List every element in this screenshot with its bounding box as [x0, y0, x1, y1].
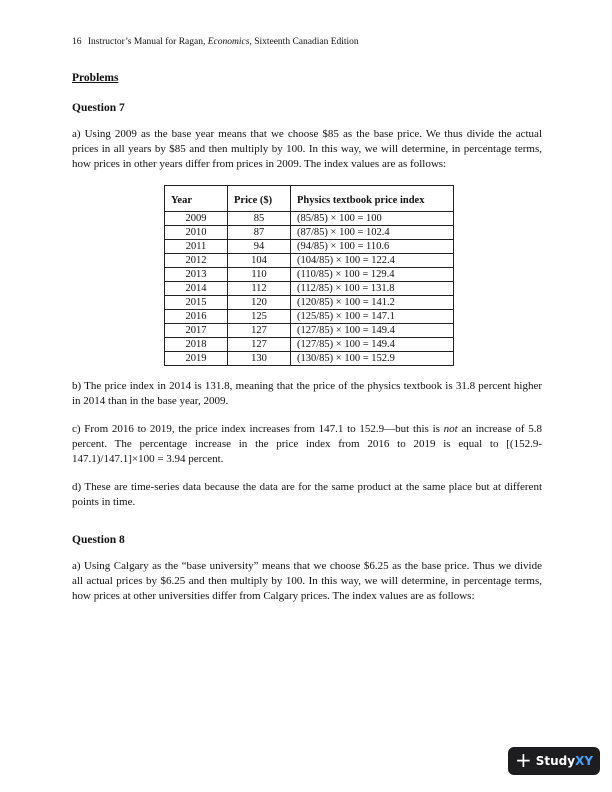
- section-title: Problems: [72, 72, 119, 84]
- table-row: [165, 282, 454, 296]
- table-cell: 2017: [165, 324, 228, 338]
- table-cell: 104: [228, 254, 291, 268]
- table-cell: (130/85) × 100 = 152.9: [291, 352, 454, 366]
- plus-icon: +: [514, 748, 532, 772]
- table-cell: 127: [228, 338, 291, 352]
- question-8-title: Question 8: [72, 534, 125, 546]
- table-row: [165, 240, 454, 254]
- table-cell: 2016: [165, 310, 228, 324]
- column-header: Physics textbook price index: [291, 186, 454, 212]
- q7-part-b: b) The price index in 2014 is 131.8, meaning that the price of the physics textbook is 31.8 percent higher in 2014 than in the base year, 2009.: [72, 380, 542, 407]
- table-cell: 127: [228, 324, 291, 338]
- table-row: [165, 226, 454, 240]
- table-cell: 2011: [165, 240, 228, 254]
- header-suffix: , Sixteenth Canadian Edition: [249, 37, 359, 47]
- q7-c-text-2: an increase of 5.8 percent. The percentage increase in the price index from 2016 to 2019 is equal to [(152.9-147.1)/147.1]×100 = 3.94 percent.: [72, 423, 542, 465]
- table-cell: 85: [228, 212, 291, 226]
- column-header: Year: [165, 186, 228, 212]
- table-row: [165, 254, 454, 268]
- table-cell: 2009: [165, 212, 228, 226]
- table-cell: (112/85) × 100 = 131.8: [291, 282, 454, 296]
- table-cell: 2014: [165, 282, 228, 296]
- q8-part-a: a) Using Calgary as the “base university” means that we choose $6.25 as the base price. Thus we divide all actual prices by $6.25 and then multiply by 100. In this way, we will determine, in percentage terms, how prices at other universities differ from Calgary prices. The index values are as follows:: [72, 560, 542, 602]
- q7-c-emphasis: not: [443, 423, 458, 435]
- table-cell: 2019: [165, 352, 228, 366]
- badge-brand: [536, 754, 593, 768]
- question-7-title: Question 7: [72, 102, 125, 114]
- table-cell: (125/85) × 100 = 147.1: [291, 310, 454, 324]
- table-cell: (87/85) × 100 = 102.4: [291, 226, 454, 240]
- table-cell: 2012: [165, 254, 228, 268]
- table-cell: (85/85) × 100 = 100: [291, 212, 454, 226]
- price-index-table: [164, 185, 454, 366]
- page-content: [72, 36, 542, 604]
- table-cell: 2010: [165, 226, 228, 240]
- table-row: [165, 338, 454, 352]
- table-header-row: [165, 186, 454, 212]
- badge-study: Study: [535, 754, 576, 768]
- column-header: Price ($): [228, 186, 291, 212]
- table-cell: (110/85) × 100 = 129.4: [291, 268, 454, 282]
- table-cell: (120/85) × 100 = 141.2: [291, 296, 454, 310]
- page-number: 16: [72, 37, 82, 47]
- table-cell: 2013: [165, 268, 228, 282]
- table-row: [165, 268, 454, 282]
- q7-part-c: [72, 422, 542, 467]
- badge-xy: XY: [575, 754, 594, 768]
- table-cell: 125: [228, 310, 291, 324]
- table-cell: (104/85) × 100 = 122.4: [291, 254, 454, 268]
- header-book-title: Economics: [207, 37, 250, 47]
- table-row: [165, 352, 454, 366]
- table-cell: 130: [228, 352, 291, 366]
- q7-part-d: d) These are time-series data because the data are for the same product at the same place but at different points in time.: [72, 481, 542, 508]
- table-cell: 120: [228, 296, 291, 310]
- studyxy-badge[interactable]: [508, 747, 600, 775]
- running-header: [72, 36, 542, 48]
- table-cell: (127/85) × 100 = 149.4: [291, 324, 454, 338]
- q7-part-a: a) Using 2009 as the base year means that we choose $85 as the base price. We thus divide the actual prices in all years by $85 and then multiply by 100. In this way, we will determine, in percentage terms, how prices in other years differ from prices in 2009. The index values are as follows:: [72, 128, 542, 170]
- table-row: [165, 324, 454, 338]
- table-row: [165, 310, 454, 324]
- header-prefix: Instructor’s Manual for Ragan,: [87, 37, 208, 47]
- table-cell: 2015: [165, 296, 228, 310]
- table-cell: 87: [228, 226, 291, 240]
- table-cell: 110: [228, 268, 291, 282]
- table-row: [165, 296, 454, 310]
- table-cell: (127/85) × 100 = 149.4: [291, 338, 454, 352]
- table-cell: 112: [228, 282, 291, 296]
- table-cell: 2018: [165, 338, 228, 352]
- table-cell: (94/85) × 100 = 110.6: [291, 240, 454, 254]
- q7-c-text-1: c) From 2016 to 2019, the price index increases from 147.1 to 152.9—but this is: [72, 423, 444, 435]
- table-row: [165, 212, 454, 226]
- table-cell: 94: [228, 240, 291, 254]
